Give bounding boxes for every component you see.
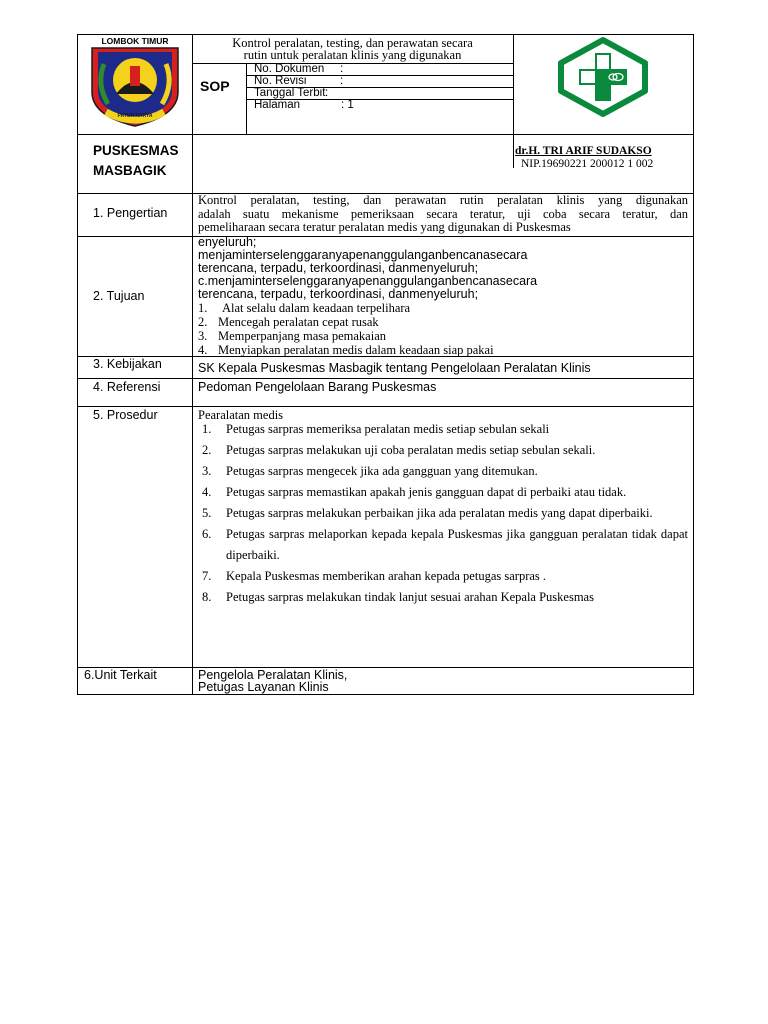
unit-terkait-line2: Petugas Layanan Klinis	[198, 680, 329, 694]
prosedur-intro: Pearalatan medis	[198, 408, 284, 422]
meta-tanggal-label: Tanggal Terbit	[254, 87, 326, 99]
logo-text-bottom: PATUH KARYA	[117, 113, 153, 119]
step-num: 4.	[202, 485, 212, 499]
tujuan-item	[198, 315, 379, 330]
signer-name: dr.H. TRI ARIF SUDAKSO	[515, 145, 652, 157]
tujuan-line3: terencana, terpadu, terkoordinasi, danmenyeluruh;	[198, 261, 479, 275]
step-text: Kepala Puskesmas memberikan arahan kepada petugas sarpras .	[226, 569, 547, 583]
doc-title-line1: Kontrol peralatan, testing, dan perawatan secara	[232, 36, 473, 50]
step-text: Petugas sarpras melakukan tindak lanjut sesuai arahan Kepala Puskesmas	[226, 590, 594, 604]
tujuan-line4: c.menjaminterselenggaranyapenanggulanganbencanasecara	[198, 274, 538, 288]
lombok-timur-logo	[86, 36, 184, 128]
tujuan-item-text: Alat selalu dalam keadaan terpelihara	[222, 301, 411, 315]
prosedur-step	[198, 461, 688, 482]
step-num: 5.	[202, 506, 212, 520]
tujuan-item	[198, 301, 410, 316]
prosedur-steps	[198, 419, 688, 608]
step-text: Petugas sarpras memeriksa peralatan medis setiap sebulan sekali	[226, 422, 550, 436]
prosedur-step	[198, 524, 688, 566]
row-divider-kebijakan	[77, 378, 694, 379]
step-num: 3.	[202, 464, 212, 478]
step-num: 6.	[202, 527, 212, 541]
row-divider-header-bottom	[77, 134, 694, 135]
pengertian-label: 1. Pengertian	[93, 206, 168, 220]
meta-no-dokumen-label: No. Dokumen	[254, 63, 325, 75]
step-text: Petugas sarpras mengecek jika ada gangguan yang ditemukan.	[226, 464, 538, 478]
meta-halaman-value: : 1	[341, 99, 354, 111]
meta-tanggal-value: :	[325, 87, 329, 99]
step-text: Petugas sarpras melakukan perbaikan jika ada peralatan medis yang dapat diperbaiki.	[226, 506, 653, 520]
step-num: 2.	[202, 443, 212, 457]
tujuan-item-num: 2.	[198, 315, 208, 329]
row-divider-referensi	[77, 406, 694, 407]
doc-title-line2: rutin untuk peralatan klinis yang digunakan	[243, 48, 462, 62]
prosedur-step	[198, 419, 688, 440]
tujuan-line5: terencana, terpadu, terkoordinasi, danmenyeluruh;	[198, 287, 479, 301]
tujuan-item-num: 1.	[198, 301, 208, 315]
meta-halaman-label: Halaman	[254, 99, 301, 111]
unit-terkait-line1: Pengelola Peralatan Klinis,	[198, 668, 348, 682]
tujuan-line1: enyeluruh;	[198, 235, 257, 249]
row-divider-pengertian	[77, 236, 694, 237]
tujuan-label: 2. Tujuan	[93, 289, 145, 303]
puskesmas-logo	[557, 37, 649, 117]
col-divider-header-right	[513, 34, 514, 168]
signer-nip: NIP.19690221 200012 1 002	[521, 158, 654, 170]
prosedur-step	[198, 587, 688, 608]
step-num: 1.	[202, 422, 212, 436]
tujuan-line2: menjaminterselenggaranyapenanggulanganbencanasecara	[198, 248, 528, 262]
prosedur-step	[198, 482, 688, 503]
step-num: 8.	[202, 590, 212, 604]
unit-terkait-label: 6.Unit Terkait	[84, 668, 157, 682]
meta-no-revisi-value: :	[340, 75, 344, 87]
prosedur-step	[198, 566, 688, 587]
kebijakan-text: SK Kepala Puskesmas Masbagik tentang Pengelolaan Peralatan Klinis	[198, 361, 591, 375]
prosedur-step	[198, 440, 688, 461]
tujuan-item	[198, 343, 494, 358]
pengertian-line1: Kontrol peralatan, testing, dan perawatan rutin peralatan klinis yang digunakan	[198, 193, 688, 207]
org-name-line1: PUSKESMAS	[93, 143, 179, 158]
tujuan-item-text: Mencegah peralatan cepat rusak	[218, 315, 379, 329]
meta-no-dokumen-value: :	[340, 63, 344, 75]
meta-no-revisi-label: No. Revisi	[254, 75, 307, 87]
kebijakan-label: 3. Kebijakan	[93, 357, 162, 371]
step-num: 7.	[202, 569, 212, 583]
referensi-text: Pedoman Pengelolaan Barang Puskesmas	[198, 380, 437, 394]
tujuan-item-text: Menyiapkan peralatan medis dalam keadaan siap pakai	[218, 343, 494, 357]
prosedur-label: 5. Prosedur	[93, 408, 158, 422]
row-divider-title	[192, 63, 513, 64]
pengertian-line2: adalah suatu mekanisme pemeriksaan secara teratur, uji coba secara teratur, dan	[198, 207, 688, 221]
pengertian-line3: pemeliharaan secara teratur peralatan medis yang digunakan di Puskesmas	[198, 220, 571, 234]
tujuan-item	[198, 329, 386, 344]
tujuan-item-text: Memperpanjang masa pemakaian	[218, 329, 386, 343]
step-text: Petugas sarpras melakukan uji coba peralatan medis setiap sebulan sekali.	[226, 443, 596, 457]
prosedur-step	[198, 503, 688, 524]
green-cross-icon	[557, 37, 649, 117]
step-text: Petugas sarpras melaporkan kepada kepala Puskesmas jika gangguan peralatan tidak dapat diperbaiki.	[226, 527, 688, 562]
row-divider-prosedur	[77, 667, 694, 668]
tujuan-item-num: 3.	[198, 329, 208, 343]
step-text: Petugas sarpras memastikan apakah jenis gangguan dapat di perbaiki atau tidak.	[226, 485, 627, 499]
tujuan-item-num: 4.	[198, 343, 208, 357]
logo-text-top: LOMBOK TIMUR	[90, 36, 180, 46]
referensi-label: 4. Referensi	[93, 380, 161, 394]
sop-label: SOP	[200, 78, 230, 94]
org-name-line2: MASBAGIK	[93, 163, 167, 178]
